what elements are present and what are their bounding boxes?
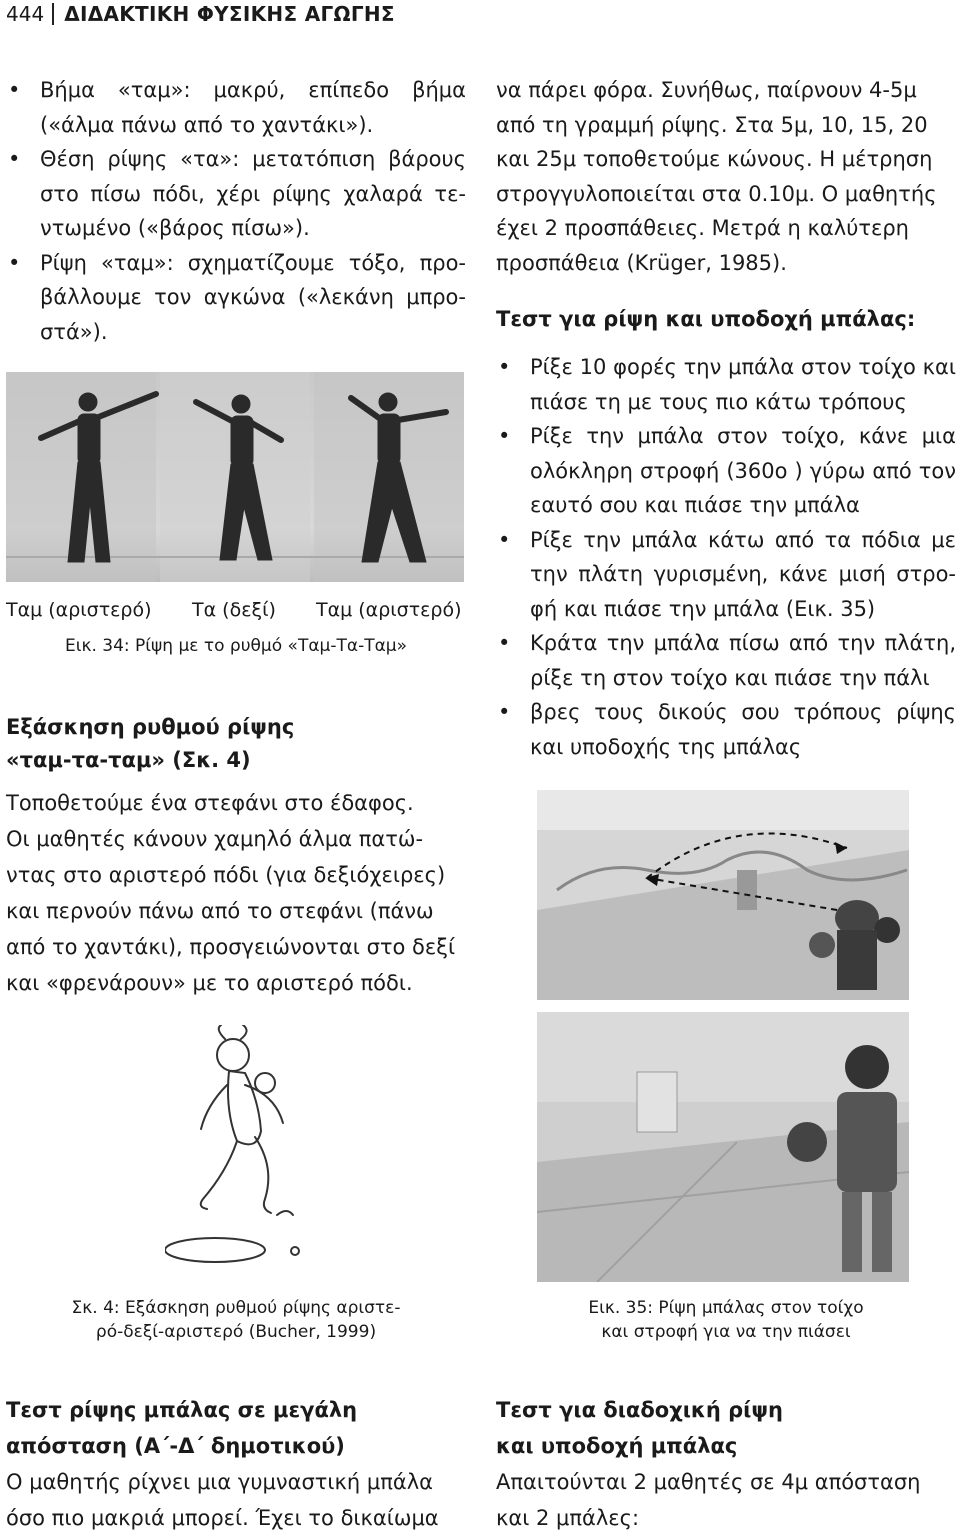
test-far-body (6, 1464, 468, 1536)
exercise-heading-line1: Εξάσκηση ρυθμού ρίψης (6, 715, 295, 739)
figure-34-caption: Εικ. 34: Ρίψη με το ρυθμό «Ταμ-Τα-Ταμ» (64, 636, 408, 656)
text-line: Τοποθετούμε ένα στεφάνι στο έδαφος. (6, 791, 414, 815)
exercise-body (6, 785, 468, 1001)
rhythm-bullet-list (6, 73, 466, 349)
text-line: από τη γραμμή ρίψης. Στα 5μ, 10, 15, 20 (496, 112, 928, 137)
text-line: στρογγυλοποιείται στα 0.10μ. Ο μαθητής (496, 181, 937, 206)
test-catch-list-container (496, 350, 956, 764)
exercise-heading-line2: «ταμ-τα-ταμ» (Σκ. 4) (6, 748, 251, 772)
test-seq-heading-line1: Τεστ για διαδοχική ρίψη (496, 1398, 783, 1422)
text-line: και «φρενάρουν» με το αριστερό πόδι. (6, 971, 413, 995)
text-line: έχει 2 προσπάθειες. Μετρά η καλύτερη (496, 216, 909, 240)
right-intro (496, 73, 956, 280)
text-line: Οι μαθητές κάνουν χαμηλό άλμα πατώ- (6, 827, 424, 851)
figure-35-photo-top (537, 790, 909, 1000)
list-item: • Βήμα «ταμ»: μακρύ, επίπεδο βήμα («άλμα πάνω από το χαντάκι»). (6, 73, 466, 142)
caption-line: ρό-δεξί-αριστερό (Bucher, 1999) (95, 1322, 377, 1342)
figure-35-caption (496, 1296, 956, 1344)
text-line: να πάρει φόρα. Συνήθως, παίρνουν 4-5μ (496, 78, 917, 102)
list-item: • Ρίξε 10 φορές την μπάλα στον τοίχο και πιάσε τη με τους πιο κάτω τρόπους (496, 350, 956, 419)
caption-line: Εικ. 35: Ρίψη μπάλας στον τοίχο (588, 1298, 864, 1318)
test-seq-heading (496, 1392, 956, 1464)
test-far-heading (6, 1392, 466, 1464)
text-line: και 2 μπάλες: (496, 1506, 640, 1530)
label-tam-left-2: Ταμ (αριστερό) (316, 599, 462, 621)
test-seq-heading-line2: και υποδοχή μπάλας (496, 1434, 738, 1458)
text-line: όσο πιο μακριά μπορεί. Έχει το δικαίωμα (6, 1506, 439, 1530)
text-line: και περνούν πάνω από το στεφάνι (πάνω (6, 899, 434, 923)
text-line: ντας στο αριστερό πόδι (για δεξιόχειρες) (6, 863, 446, 887)
figure-34-photo (6, 372, 464, 582)
test-catch-heading: Τεστ για ρίψη και υποδοχή μπάλας: (496, 307, 916, 331)
catch-bullet-list (496, 350, 956, 764)
text-line: από το χαντάκι), προσγειώνονται στο δεξί (6, 935, 456, 959)
header-divider (52, 3, 54, 25)
test-far-heading-line2: απόσταση (Α΄-Δ΄ δημοτικού) (6, 1434, 345, 1458)
label-tam-left: Ταμ (αριστερό) (6, 599, 152, 621)
sketch-4-caption (6, 1296, 466, 1344)
list-item: • Ρίψη «ταμ»: σχηματίζουμε τόξο, προ-βάλλουμε τον αγκώνα («λεκάνη μπρο-στά»). (6, 246, 466, 350)
list-item: • Ρίξε την μπάλα στον τοίχο, κάνε μια ολόκληρη στροφή (360ο ) γύρω από τον εαυτό σου και πιάσε την μπάλα (496, 419, 956, 523)
page-header (6, 2, 395, 26)
caption-line: Σκ. 4: Εξάσκηση ρυθμού ρίψης αριστε- (71, 1298, 401, 1318)
text-line: προσπάθεια (Krüger, 1985). (496, 250, 787, 275)
left-bullet-list-container (6, 73, 466, 349)
list-item: • Ρίξε την μπάλα κάτω από τα πόδια με την πλάτη γυρισμένη, κάνε μισή στρο-φή και πιάσε την μπάλα (Εικ. 35) (496, 523, 956, 627)
test-seq-body (496, 1464, 956, 1536)
label-ta-right: Τα (δεξί) (192, 599, 276, 621)
exercise-heading (6, 711, 466, 777)
test-far-heading-line1: Τεστ ρίψης μπάλας σε μεγάλη (6, 1398, 358, 1422)
figure-35-photo-bottom (537, 1012, 909, 1282)
list-item: • Θέση ρίψης «τα»: μετατόπιση βάρους στο πίσω πόδι, χέρι ρίψης χαλαρά τε-ντωμένο («βάρος πίσω»). (6, 142, 466, 246)
text-line: και 25μ τοποθετούμε κώνους. Η μέτρηση (496, 147, 933, 171)
text-line: Ο μαθητής ρίχνει μια γυμναστική μπάλα (6, 1470, 433, 1494)
list-item: • βρες τους δικούς σου τρόπους ρίψης και υποδοχής της μπάλας (496, 695, 956, 764)
sketch-4-drawing (165, 1025, 335, 1275)
text-line: Απαιτούνται 2 μαθητές σε 4μ απόσταση (496, 1470, 921, 1494)
list-item: • Κράτα την μπάλα πίσω από την πλάτη, ρίξε τη στον τοίχο και πιάσε την πάλι (496, 626, 956, 695)
caption-line: και στροφή για να την πιάσει (601, 1322, 851, 1342)
running-title: ΔΙΔΑΚΤΙΚΗ ΦΥΣΙΚΗΣ ΑΓΩΓΗΣ (64, 2, 395, 26)
page-number: 444 (6, 2, 45, 26)
